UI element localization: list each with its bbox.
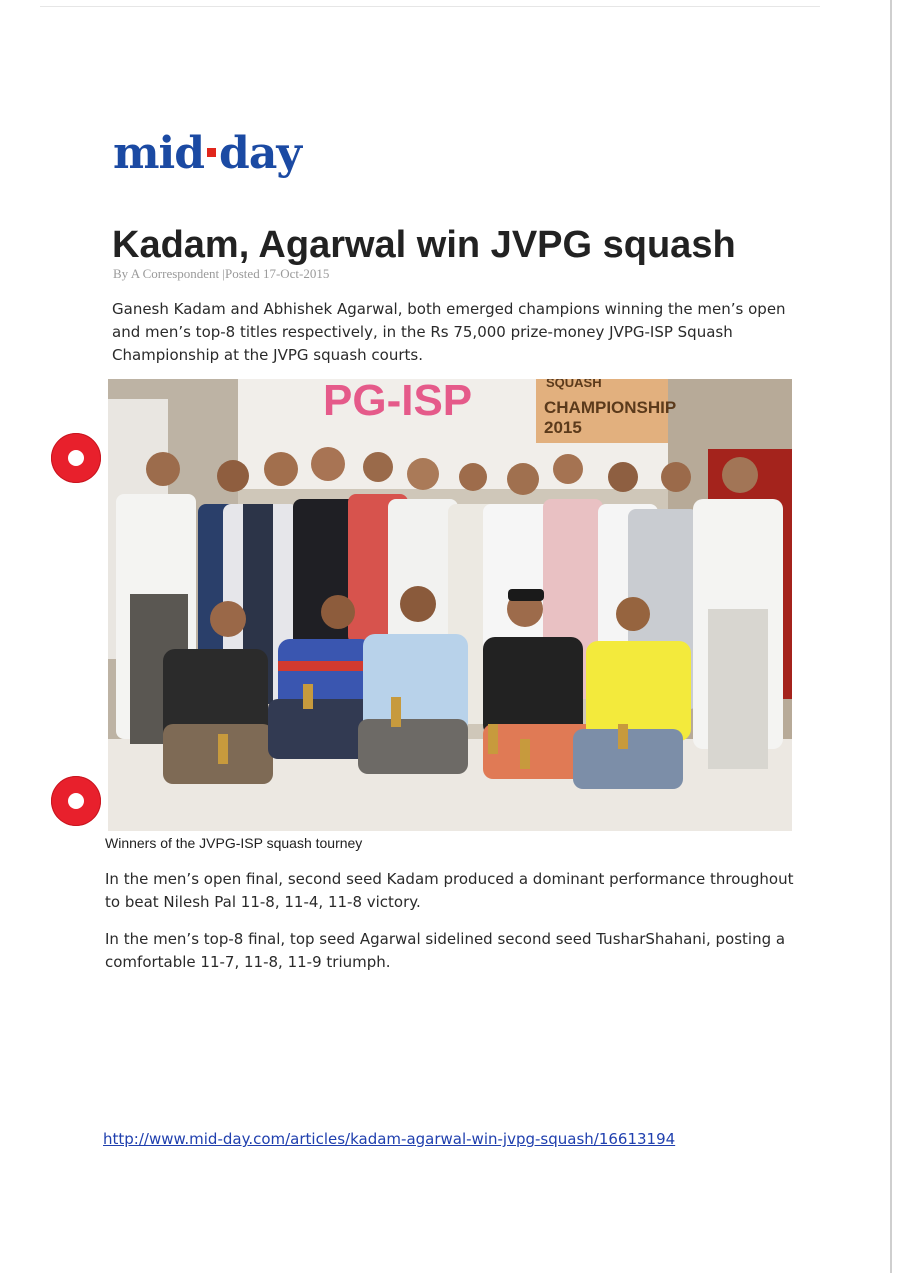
article-paragraph-2: In the men’s top-8 final, top seed Agarwal sidelined second seed TusharShahani, posting a comfortable 11-7, 11-8, 11-9 triumph. xyxy=(105,930,786,971)
banner-line2: CHAMPIONSHIP xyxy=(544,398,677,417)
logo-right: day xyxy=(219,128,301,179)
punch-hole-top xyxy=(51,433,101,483)
page-right-edge xyxy=(890,0,892,1273)
page-top-edge xyxy=(40,6,820,7)
logo-left: mid xyxy=(113,128,205,179)
source-link[interactable]: http://www.mid-day.com/articles/kadam-agarwal-win-jvpg-squash/16613194 xyxy=(103,1130,676,1148)
article-headline: Kadam, Agarwal win JVPG squash xyxy=(112,224,736,266)
banner-line3: 2015 xyxy=(544,418,582,437)
article-intro: Ganesh Kadam and Abhishek Agarwal, both emerged champions winning the men’s open and men’s top-8 titles respectively, in the Rs 75,000 prize-money JVPG-ISP Squash Championship at the JVPG squash courts. xyxy=(112,300,786,364)
winners-photo xyxy=(108,379,792,831)
logo-dot xyxy=(207,148,216,157)
photo-caption: Winners of the JVPG-ISP squash tourney xyxy=(105,835,363,851)
punch-hole-bottom xyxy=(51,776,101,826)
banner-logo-text: PG-ISP xyxy=(323,379,473,425)
banner-line1: SQUASH xyxy=(546,379,602,390)
article-byline: By A Correspondent |Posted 17-Oct-2015 xyxy=(113,266,330,281)
article-paragraph-1: In the men’s open final, second seed Kadam produced a dominant performance throughout to beat Nilesh Pal 11-8, 11-4, 11-8 victory. xyxy=(105,870,794,911)
mid-day-logo xyxy=(113,128,301,179)
